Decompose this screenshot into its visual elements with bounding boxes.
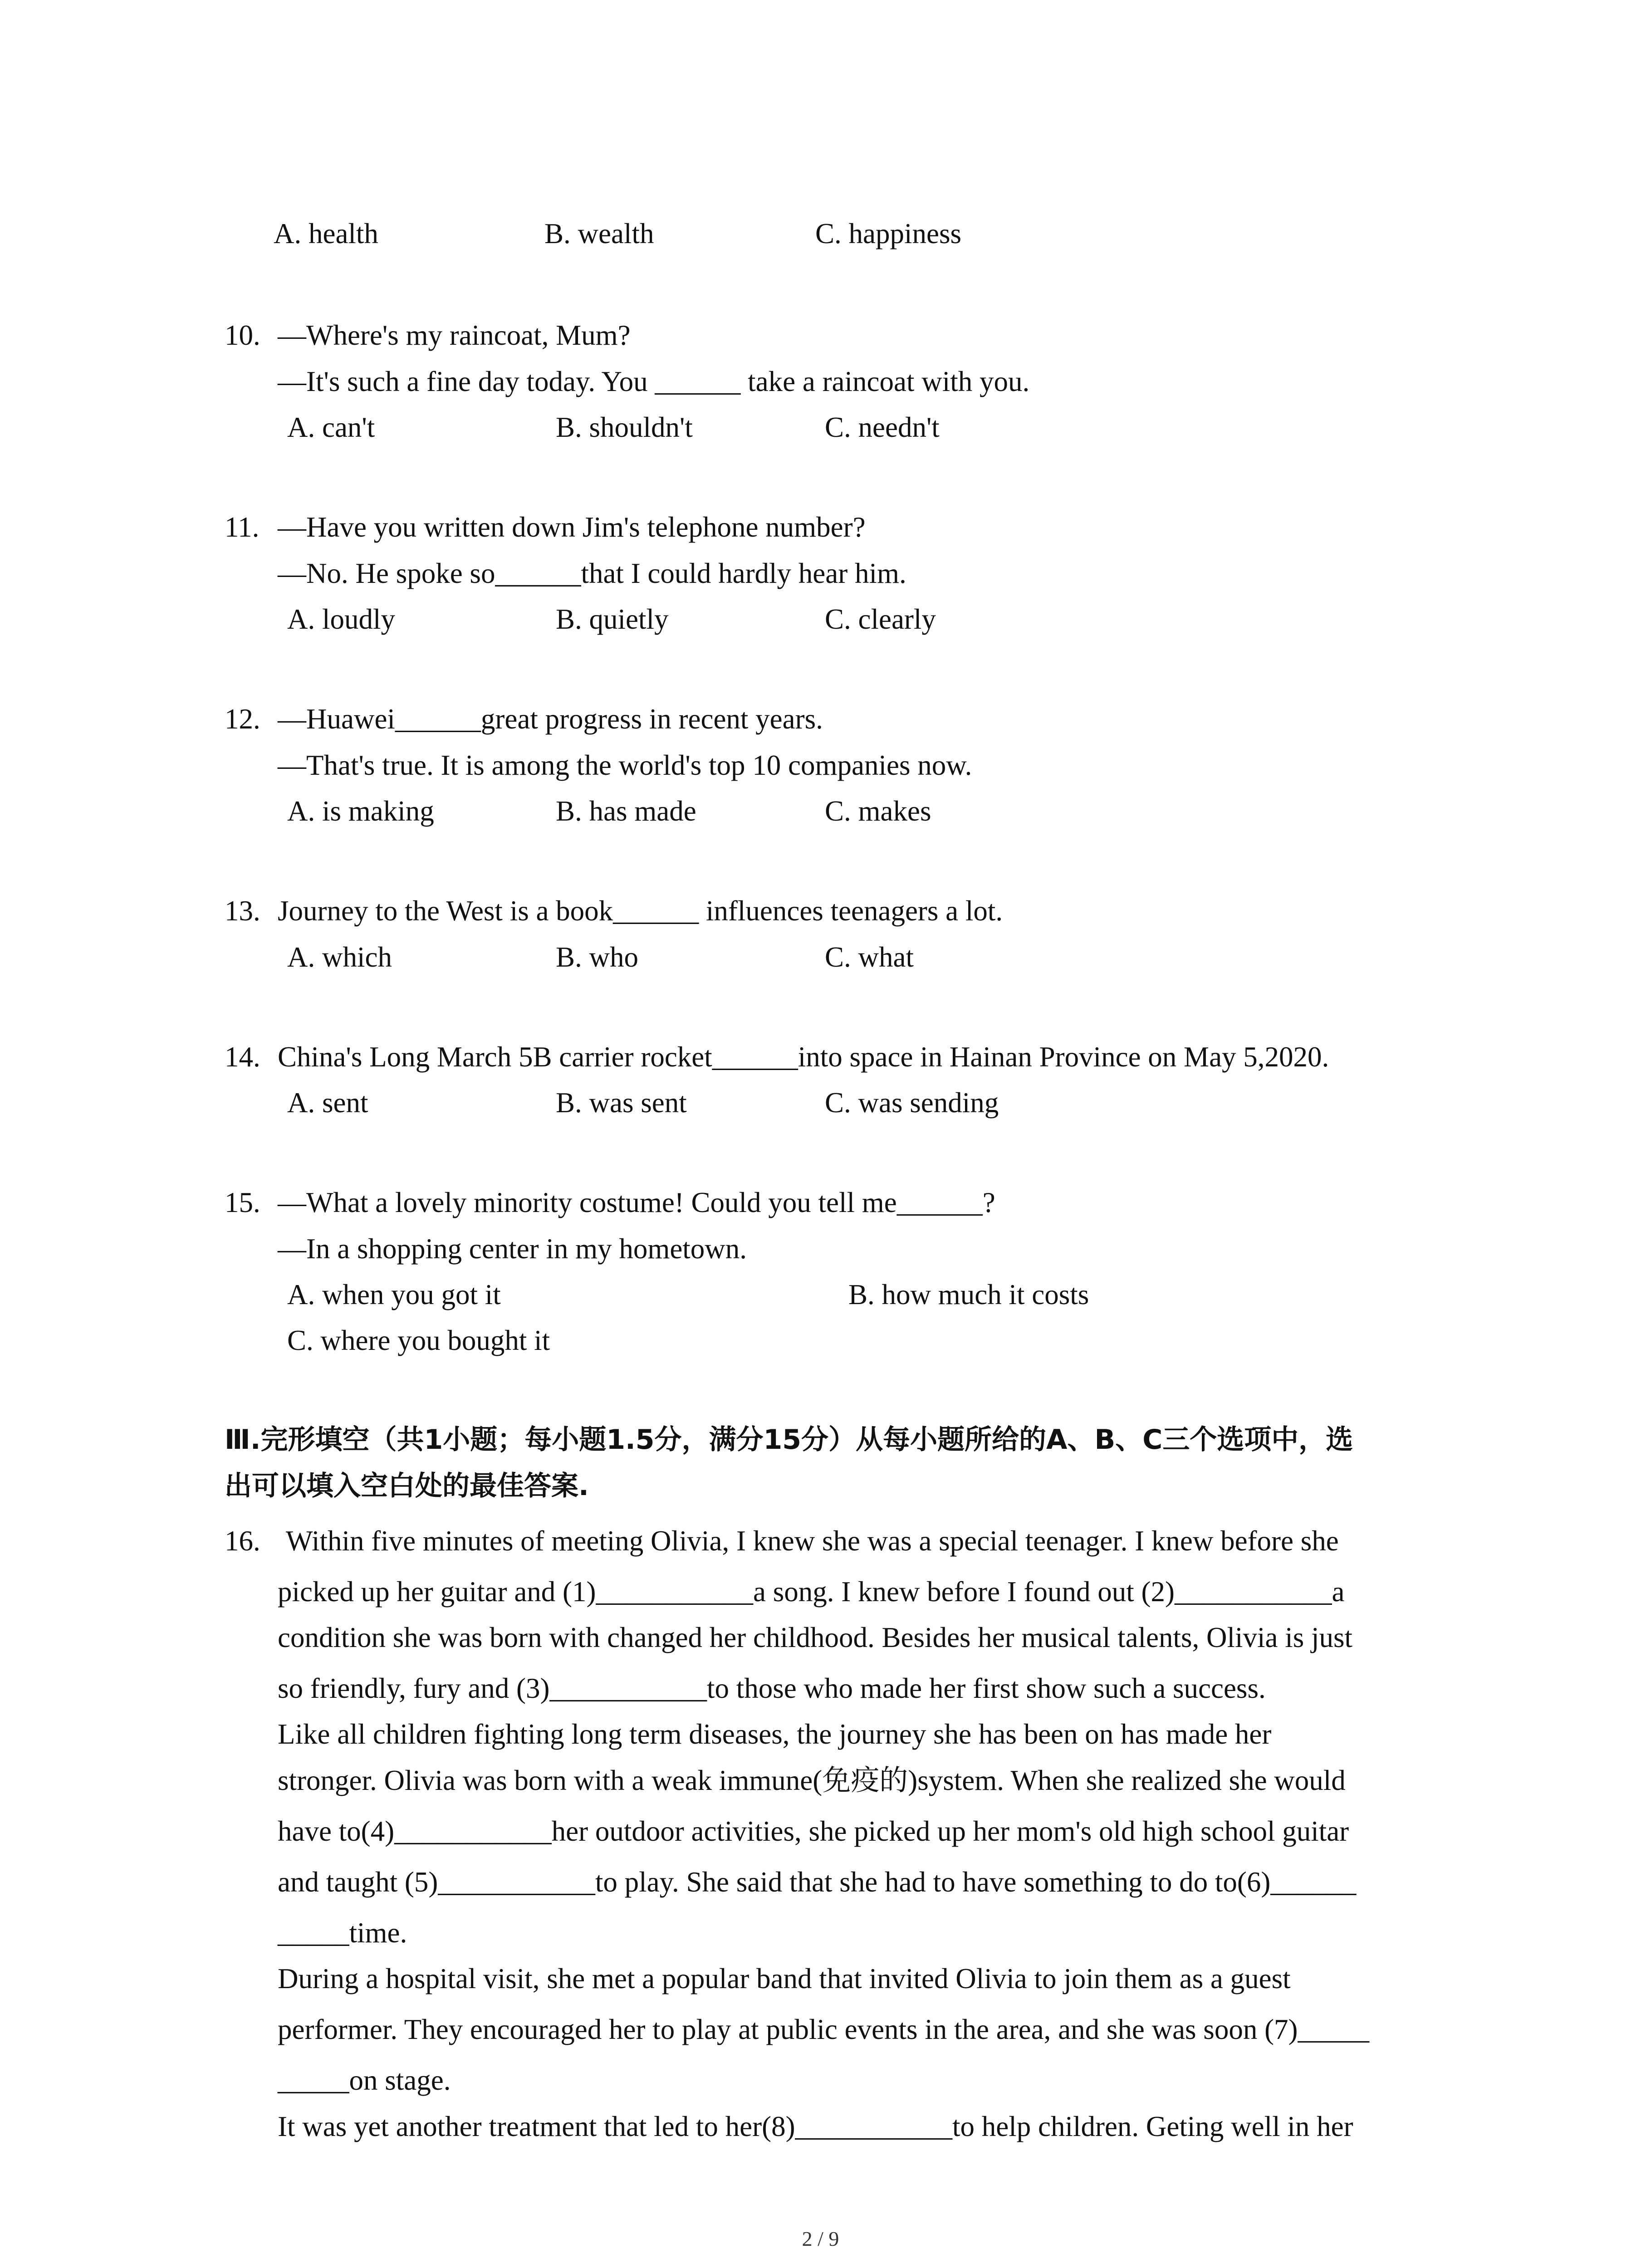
- q11-line-2: —No. He spoke so______that I could hardly hear him.: [278, 557, 906, 589]
- q16-line-11: performer. They encouraged her to play at public events in the area, and she was soon (7)_____: [278, 2014, 1370, 2045]
- q13-option-a: A. which: [287, 941, 392, 973]
- q14-number: 14.: [225, 1041, 260, 1073]
- q16-line-9: _____time.: [278, 1917, 407, 1949]
- q10-number: 10.: [225, 319, 260, 351]
- q11-option-c: C. clearly: [825, 603, 936, 635]
- q12-line-2: —That's true. It is among the world's top 10 companies now.: [278, 749, 972, 781]
- q16-line-6: stronger. Olivia was born with a weak immune(免疫的)system. When she realized she would: [278, 1765, 1346, 1796]
- q15-option-b: B. how much it costs: [848, 1279, 1089, 1310]
- q16-number: 16.: [225, 1525, 260, 1557]
- q14-option-b: B. was sent: [556, 1087, 687, 1119]
- q16-line-5: Like all children fighting long term diseases, the journey she has been on has made her: [278, 1718, 1272, 1750]
- q10-option-c: C. needn't: [825, 411, 940, 443]
- q9-option-c: C. happiness: [815, 218, 961, 249]
- q13-option-b: B. who: [556, 941, 639, 973]
- q16-line-4: so friendly, fury and (3)___________to those who made her first show such a success.: [278, 1672, 1266, 1704]
- q11-line-1: —Have you written down Jim's telephone number?: [278, 511, 866, 543]
- q11-option-b: B. quietly: [556, 603, 669, 635]
- q13-option-c: C. what: [825, 941, 914, 973]
- q12-option-b: B. has made: [556, 795, 696, 827]
- q9-option-b: B. wealth: [544, 218, 654, 249]
- page-number: 2 / 9: [802, 2227, 839, 2250]
- q11-number: 11.: [225, 511, 260, 543]
- q16-line-12: _____on stage.: [278, 2064, 451, 2096]
- q12-number: 12.: [225, 703, 260, 735]
- q10-option-a: A. can't: [287, 411, 375, 443]
- q10-option-b: B. shouldn't: [556, 411, 693, 443]
- q15-line-2: —In a shopping center in my hometown.: [278, 1233, 747, 1265]
- q16-line-7: have to(4)___________her outdoor activities, she picked up her mom's old high school guitar: [278, 1815, 1349, 1847]
- q11-option-a: A. loudly: [287, 603, 396, 635]
- q16-line-3: condition she was born with changed her childhood. Besides her musical talents, Olivia is just: [278, 1622, 1353, 1653]
- q12-option-a: A. is making: [287, 795, 434, 827]
- q12-option-c: C. makes: [825, 795, 931, 827]
- q13-number: 13.: [225, 895, 260, 927]
- q16-line-10: During a hospital visit, she met a popular band that invited Olivia to join them as a guest: [278, 1963, 1291, 1994]
- q16-line-1: Within five minutes of meeting Olivia, I knew she was a special teenager. I knew before she: [286, 1525, 1339, 1557]
- q14-option-c: C. was sending: [825, 1087, 999, 1119]
- q15-option-c: C. where you bought it: [287, 1325, 550, 1356]
- q15-number: 15.: [225, 1187, 260, 1218]
- section-3-heading-line-2: 出可以填入空白处的最佳答案.: [225, 1470, 589, 1502]
- q10-line-2: —It's such a fine day today. You ______ take a raincoat with you.: [278, 366, 1030, 397]
- q15-option-a: A. when you got it: [287, 1279, 501, 1310]
- q12-line-1: —Huawei______great progress in recent years.: [278, 703, 823, 735]
- q16-line-13: It was yet another treatment that led to her(8)___________to help children. Geting well in her: [278, 2111, 1353, 2142]
- q10-line-1: —Where's my raincoat, Mum?: [278, 319, 631, 351]
- q16-line-8: and taught (5)___________to play. She said that she had to have something to do to(6)______: [278, 1866, 1357, 1898]
- section-3-heading-line-1: Ⅲ.完形填空（共1小题；每小题1.5分，满分15分）从每小题所给的A、B、C三个选项中，选: [225, 1424, 1353, 1456]
- q16-line-2: picked up her guitar and (1)___________a song. I knew before I found out (2)___________a: [278, 1576, 1345, 1608]
- q15-line-1: —What a lovely minority costume! Could you tell me______?: [278, 1187, 995, 1218]
- q14-line-1: China's Long March 5B carrier rocket______into space in Hainan Province on May 5,2020.: [278, 1041, 1329, 1073]
- q9-option-a: A. health: [274, 218, 378, 249]
- q13-line-1: Journey to the West is a book______ influences teenagers a lot.: [278, 895, 1003, 927]
- q14-option-a: A. sent: [287, 1087, 368, 1119]
